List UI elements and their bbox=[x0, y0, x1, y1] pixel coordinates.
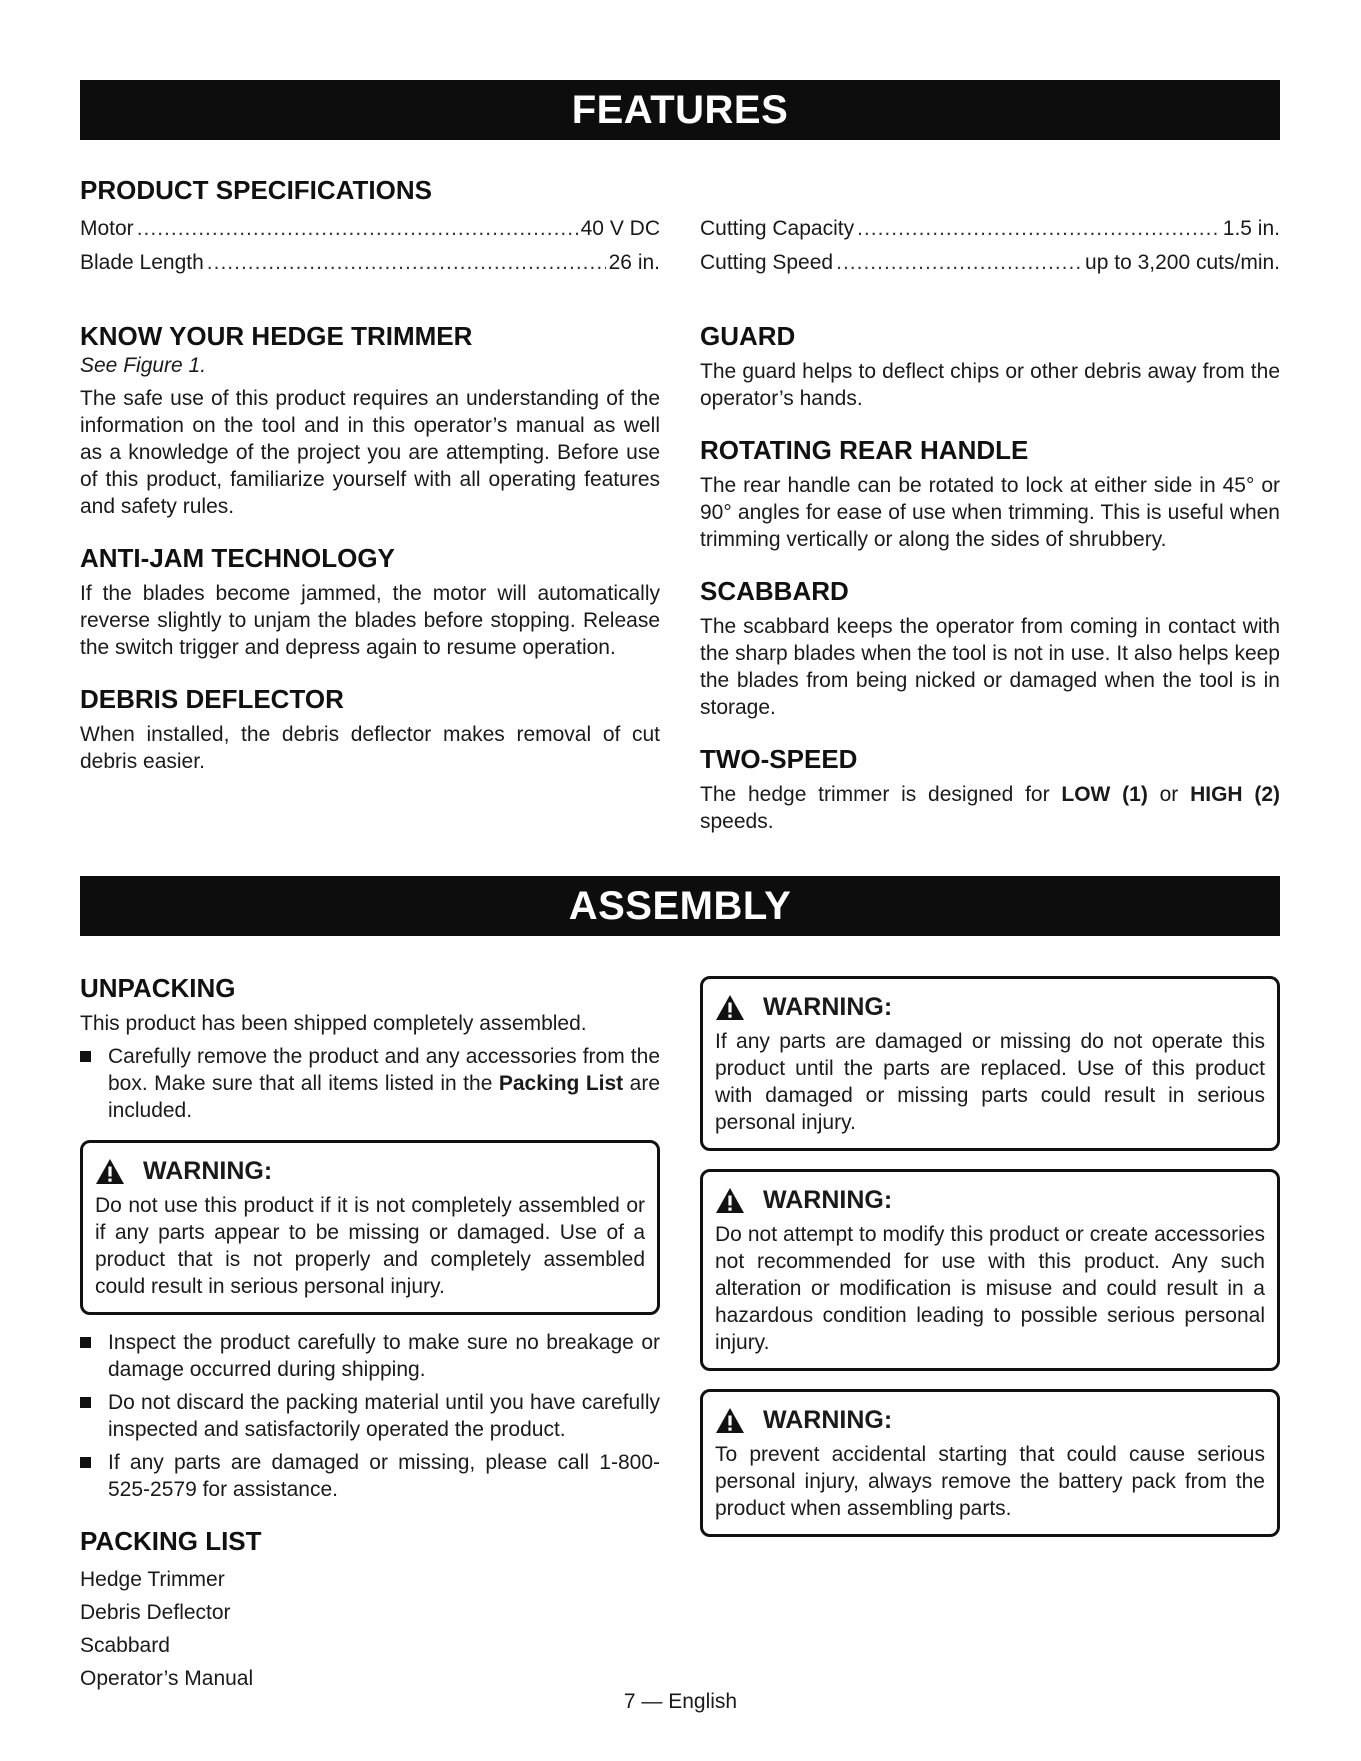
warning-triangle-icon bbox=[95, 1158, 125, 1185]
warning-label: WARNING: bbox=[763, 993, 893, 1021]
warning-header bbox=[95, 1157, 645, 1186]
features-banner: FEATURES bbox=[80, 80, 1280, 140]
assembly-banner: ASSEMBLY bbox=[80, 876, 1280, 936]
spec-value: 1.5 in. bbox=[1222, 217, 1280, 240]
features-left-column bbox=[80, 174, 660, 775]
unpacking-bullets-1 bbox=[80, 1043, 660, 1124]
warning-label: WARNING: bbox=[763, 1406, 893, 1434]
specs-left bbox=[80, 212, 660, 280]
warning-text: To prevent accidental starting that could cause serious personal injury, always remove the battery pack from the product when assembling parts. bbox=[715, 1443, 1265, 1520]
guard-heading: GUARD bbox=[700, 321, 796, 351]
see-figure: See Figure 1. bbox=[80, 354, 207, 377]
spec-value: up to 3,200 cuts/min. bbox=[1085, 251, 1280, 274]
spec-row-cutting-speed bbox=[700, 246, 1280, 280]
warning-text: Do not attempt to modify this product or create accessories not recommended for use with this product. Any such alteration or modification is misuse and could result in a hazardous condition leading to possible serious personal injury. bbox=[715, 1223, 1265, 1354]
list-item: Operator’s Manual bbox=[80, 1667, 254, 1690]
packing-list-heading: PACKING LIST bbox=[80, 1526, 262, 1556]
bullet-square-icon bbox=[80, 1397, 91, 1408]
two-speed-heading: TWO-SPEED bbox=[700, 744, 858, 774]
features-right-column bbox=[700, 174, 1280, 835]
two-speed-body: The hedge trimmer is designed for LOW (1) or HIGH (2) speeds. bbox=[700, 783, 1281, 833]
warning-triangle-icon bbox=[715, 1187, 745, 1214]
spec-value: 40 V DC bbox=[580, 217, 660, 240]
list-item: Hedge Trimmer bbox=[80, 1568, 225, 1591]
dot-leader bbox=[857, 212, 1220, 246]
low-speed: LOW (1) bbox=[1061, 783, 1148, 806]
warning-text: If any parts are damaged or missing do not operate this product until the parts are replaced. Use of this product with damaged or missing parts could result in serious personal injury. bbox=[715, 1030, 1265, 1134]
dot-leader bbox=[836, 246, 1082, 280]
assembly-left-column bbox=[80, 972, 660, 1695]
guard-body: The guard helps to deflect chips or other debris away from the operator’s hands. bbox=[700, 360, 1280, 410]
warning-header bbox=[715, 1186, 1265, 1215]
bullet-square-icon bbox=[80, 1051, 91, 1062]
assembly-right-column bbox=[700, 976, 1280, 1537]
bullet-square-icon bbox=[80, 1337, 91, 1348]
deflector-heading: DEBRIS DEFLECTOR bbox=[80, 684, 344, 714]
warning-box bbox=[700, 1169, 1280, 1371]
warning-box bbox=[700, 1389, 1280, 1537]
warning-header bbox=[715, 1406, 1265, 1435]
list-item: Do not discard the packing material until you have carefully inspected and satisfactorily operated the product. bbox=[80, 1389, 660, 1443]
list-item: Scabbard bbox=[80, 1634, 170, 1657]
unpacking-intro: This product has been shipped completely assembled. bbox=[80, 1012, 587, 1035]
scabbard-body: The scabbard keeps the operator from coming in contact with the sharp blades when the tool is not in use. It also helps keep the blades from being nicked or damaged when the tool is in storage. bbox=[700, 615, 1280, 719]
rear-handle-heading: ROTATING REAR HANDLE bbox=[700, 435, 1029, 465]
unpacking-heading: UNPACKING bbox=[80, 973, 236, 1003]
product-specs-heading: PRODUCT SPECIFICATIONS bbox=[80, 175, 432, 205]
specs-right bbox=[700, 212, 1280, 280]
dot-leader bbox=[137, 212, 578, 246]
list-item: If any parts are damaged or missing, please call 1-800-525-2579 for assistance. bbox=[80, 1449, 660, 1503]
rear-handle-body: The rear handle can be rotated to lock at either side in 45° or 90° angles for ease of use when trimming. This is useful when trimming vertically or along the sides of shrubbery. bbox=[700, 474, 1280, 551]
spec-label: Motor bbox=[80, 217, 134, 240]
warning-label: WARNING: bbox=[763, 1186, 893, 1214]
list-item: Debris Deflector bbox=[80, 1601, 231, 1624]
know-heading: KNOW YOUR HEDGE TRIMMER bbox=[80, 321, 473, 351]
spec-label: Cutting Capacity bbox=[700, 217, 855, 240]
packing-list bbox=[80, 1563, 660, 1695]
high-speed: HIGH (2) bbox=[1190, 783, 1281, 806]
deflector-body: When installed, the debris deflector makes removal of cut debris easier. bbox=[80, 723, 660, 773]
warning-box bbox=[700, 976, 1280, 1151]
know-body: The safe use of this product requires an understanding of the information on the tool and in this operator’s manual as well as a knowledge of the project you are attempting. Before use of this product, familiarize yourself with all operating features and safety rules. bbox=[80, 387, 660, 518]
spec-label: Cutting Speed bbox=[700, 251, 834, 274]
spec-row-motor bbox=[80, 212, 660, 246]
warning-label: WARNING: bbox=[143, 1157, 273, 1185]
scabbard-heading: SCABBARD bbox=[700, 576, 849, 606]
bullet-square-icon bbox=[80, 1457, 91, 1468]
warning-triangle-icon bbox=[715, 1407, 745, 1434]
unpacking-bullets-2 bbox=[80, 1329, 660, 1503]
warning-box bbox=[80, 1140, 660, 1315]
page-footer: 7 — English bbox=[623, 1690, 738, 1713]
dot-leader bbox=[207, 246, 606, 280]
warning-text: Do not use this product if it is not completely assembled or if any parts appear to be missing or damaged. Use of a product that is not properly and completely assembled could result in serious personal injury. bbox=[95, 1194, 645, 1298]
antijam-body: If the blades become jammed, the motor will automatically reverse slightly to unjam the blades before stopping. Release the switch trigger and depress again to resume operation. bbox=[80, 582, 660, 659]
list-item: Inspect the product carefully to make sure no breakage or damage occurred during shipping. bbox=[80, 1329, 660, 1383]
spec-value: 26 in. bbox=[608, 251, 660, 274]
spec-row-blade-length bbox=[80, 246, 660, 280]
spec-row-cutting-capacity bbox=[700, 212, 1280, 246]
list-item: Carefully remove the product and any accessories from the box. Make sure that all items listed in the Packing List are included. bbox=[80, 1043, 660, 1124]
warning-header bbox=[715, 993, 1265, 1022]
spec-label: Blade Length bbox=[80, 251, 204, 274]
antijam-heading: ANTI-JAM TECHNOLOGY bbox=[80, 543, 395, 573]
warning-triangle-icon bbox=[715, 994, 745, 1021]
